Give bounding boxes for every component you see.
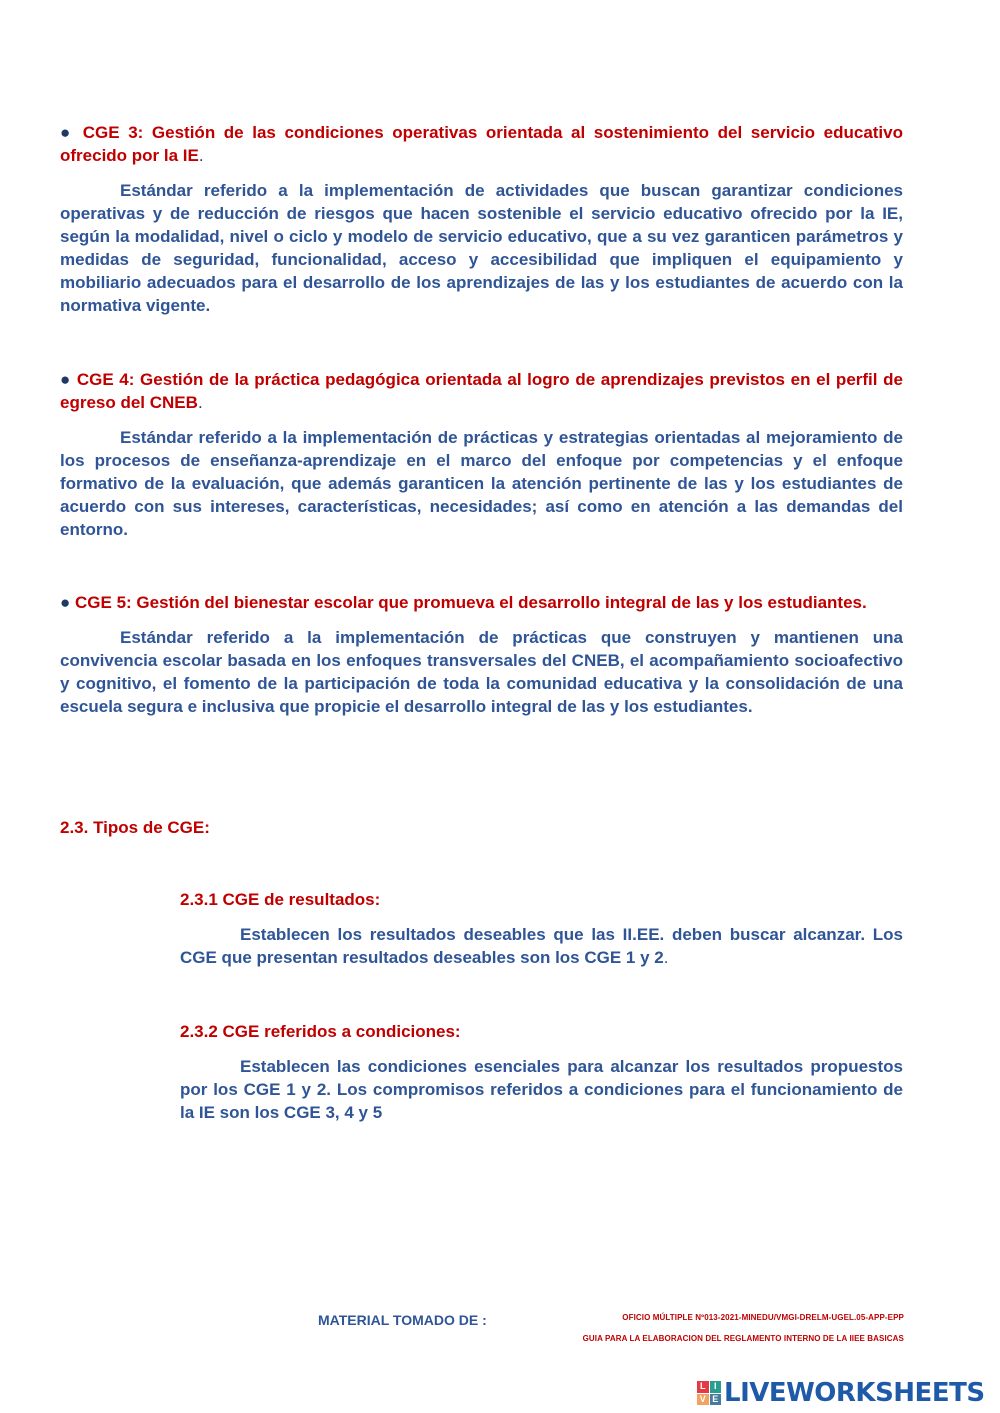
liveworksheets-logo-text: LIVEWORKSHEETS <box>724 1378 985 1408</box>
cge3-body: Estándar referido a la implementación de actividades que buscan garantizar condiciones operativas y de reducción de riesgos que hacen sostenible el servicio educativo ofrecido por la IE, según la modalidad, nivel o ciclo y modelo de servicio educativo, que a su vez garanticen parámetros y medidas de seguridad, funcionalidad, acceso y accesibilidad que impliquen el equipamiento y mobiliario adecuados para el desarrollo de los aprendizajes de las y los estudiantes de acuerdo con la normativa vigente. <box>60 181 903 315</box>
resultados-body <box>180 923 903 969</box>
condiciones-heading: 2.3.2 CGE referidos a condiciones: <box>180 1022 461 1041</box>
cge5-body: Estándar referido a la implementación de prácticas que construyen y mantienen una convivencia escolar basada en los enfoques transversales del CNEB, el acompañamiento socioafectivo y cognitivo, el fomento de la participación de toda la comunidad educativa y la consolidación de una escuela segura e inclusiva que propicie el desarrollo integral de las y los estudiantes. <box>60 628 903 716</box>
cge4-section <box>60 368 903 541</box>
resultados-heading: 2.3.1 CGE de resultados: <box>180 890 381 909</box>
cge5-title <box>60 591 903 614</box>
cge5-section <box>60 591 903 718</box>
logo-mark-letter: E <box>710 1394 722 1406</box>
cge3-title-trail: . <box>198 146 204 165</box>
cge4-title-text: CGE 4: Gestión de la práctica pedagógica orientada al logro de aprendizajes previstos en el perfil de egreso del CNEB <box>60 370 903 412</box>
logo-mark-letter: V <box>697 1394 709 1406</box>
condiciones-body: Establecen las condiciones esenciales para alcanzar los resultados propuestos por los CGE 1 y 2. Los compromisos referidos a condiciones para el funcionamiento de la IE son los CGE 3, 4 y 5 <box>180 1057 903 1122</box>
cge4-body: Estándar referido a la implementación de prácticas y estrategias orientadas al mejoramiento de los procesos de enseñanza-aprendizaje en el marco del enfoque por competencias y el enfoque formativo de la evaluación, que además garanticen la atención pertinente de las y los estudiantes de acuerdo con sus intereses, características, necesidades; así como en atención a las demandas del entorno. <box>60 428 903 539</box>
resultados-body-text: Establecen los resultados deseables que las II.EE. deben buscar alcanzar. Los CGE que presentan resultados deseables son los CGE 1 y 2 <box>180 925 903 967</box>
condiciones-section <box>180 1020 903 1124</box>
footer-ref-guia: GUIA PARA LA ELABORACION DEL REGLAMENTO INTERNO DE LA IIEE BASICAS <box>582 1334 904 1343</box>
cge4-title-trail: . <box>197 393 203 412</box>
bullet-icon: ● <box>60 593 71 612</box>
logo-mark-letter: L <box>697 1381 709 1393</box>
footer-label: MATERIAL TOMADO DE : <box>318 1312 487 1328</box>
liveworksheets-logo-icon <box>697 1381 721 1405</box>
bullet-icon: ● <box>60 123 75 142</box>
tipos-heading: 2.3. Tipos de CGE: <box>60 818 210 837</box>
liveworksheets-logo[interactable] <box>697 1378 985 1408</box>
resultados-body-trail: . <box>663 948 669 967</box>
cge3-section <box>60 121 903 317</box>
tipos-section <box>60 816 903 839</box>
cge5-title-text: CGE 5: Gestión del bienestar escolar que promueva el desarrollo integral de las y los estudiantes. <box>75 593 867 612</box>
cge4-title <box>60 368 903 414</box>
bullet-icon: ● <box>60 370 72 389</box>
cge3-title-text: CGE 3: Gestión de las condiciones operativas orientada al sostenimiento del servicio educativo ofrecido por la IE <box>60 123 903 165</box>
cge3-title <box>60 121 903 167</box>
logo-mark-letter: I <box>710 1381 722 1393</box>
resultados-section <box>180 888 903 969</box>
footer-ref-oficio: OFICIO MÚLTIPLE Nº013-2021-MINEDU/VMGI-DRELM-UGEL.05-APP-EPP <box>622 1313 904 1322</box>
